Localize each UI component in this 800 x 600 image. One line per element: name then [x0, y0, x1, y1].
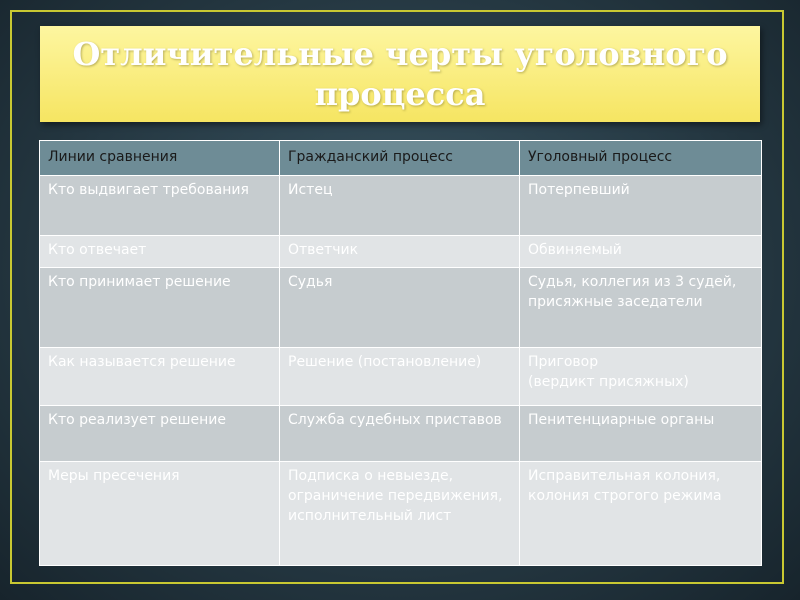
table-cell: Судья, коллегия из 3 судей, присяжные заседатели — [520, 268, 762, 348]
table-cell: Потерпевший — [520, 176, 762, 236]
table-row — [40, 462, 762, 566]
comparison-table — [39, 140, 762, 566]
table-row — [40, 176, 762, 236]
table-cell: Приговор (вердикт присяжных) — [520, 348, 762, 406]
title-banner — [40, 26, 760, 122]
table-header-row — [40, 141, 762, 176]
table-cell: Исправительная колония, колония строгого режима — [520, 462, 762, 566]
table-cell: Кто принимает решение — [40, 268, 280, 348]
header-cell-criminal-process: Уголовный процесс — [520, 141, 762, 176]
table-cell: Меры пресечения — [40, 462, 280, 566]
table-cell: Пенитенциарные органы — [520, 406, 762, 462]
table-cell: Служба судебных приставов — [280, 406, 520, 462]
table-cell: Кто реализует решение — [40, 406, 280, 462]
table-cell: Судья — [280, 268, 520, 348]
table-cell: Ответчик — [280, 236, 520, 268]
slide-title: Отличительные черты уголовного процесса — [72, 35, 728, 113]
table-cell: Кто выдвигает требования — [40, 176, 280, 236]
table-row — [40, 406, 762, 462]
table-cell: Кто отвечает — [40, 236, 280, 268]
table-cell: Подписка о невыезде, ограничение передвижения, исполнительный лист — [280, 462, 520, 566]
table-row — [40, 236, 762, 268]
table-cell: Как называется решение — [40, 348, 280, 406]
table-row — [40, 268, 762, 348]
header-cell-comparison-lines: Линии сравнения — [40, 141, 280, 176]
table-cell: Обвиняемый — [520, 236, 762, 268]
table-cell: Истец — [280, 176, 520, 236]
header-cell-civil-process: Гражданский процесс — [280, 141, 520, 176]
table-cell: Решение (постановление) — [280, 348, 520, 406]
table-row — [40, 348, 762, 406]
